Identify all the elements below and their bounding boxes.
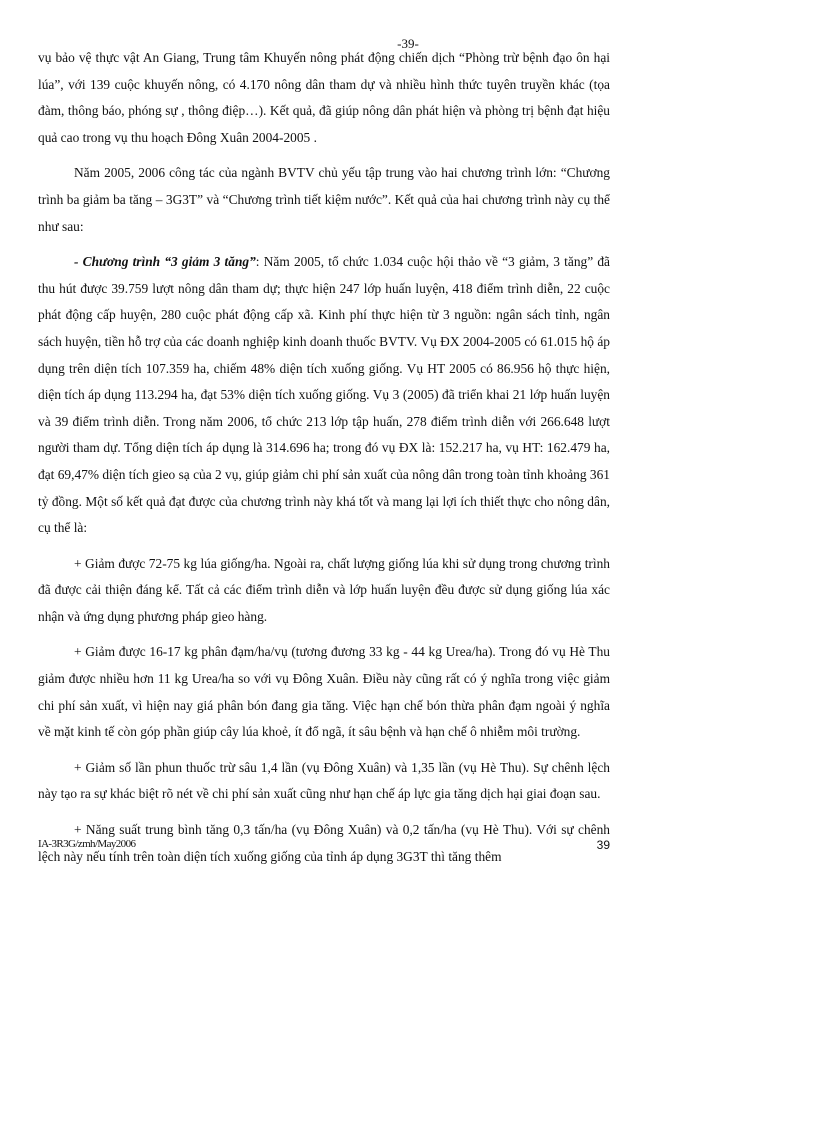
paragraph-7: + Năng suất trung bình tăng 0,3 tấn/ha (vụ Đông Xuân) và 0,2 tấn/ha (vụ Hè Thu). Với sự chênh lệch này nếu tính trên toàn diện tích xuống giống của tỉnh áp dụng 3G3T thì tăng thêm <box>38 822 610 864</box>
paragraph-3 <box>38 249 610 542</box>
page-header-number: -39- <box>397 36 419 51</box>
footer-page-number: 39 <box>596 838 610 852</box>
program-heading: - Chương trình “3 giảm 3 tăng” <box>74 254 256 270</box>
footer-doc-code: IA-3R3G/zmh/May2006 <box>38 838 136 850</box>
paragraph-6: + Giảm số lần phun thuốc trừ sâu 1,4 lần (vụ Đông Xuân) và 1,35 lần (vụ Hè Thu). Sự chênh lệch này tạo ra sự khác biệt rõ nét về chi phí sản xuất cũng như hạn chế áp lực gia tăng dịch hại giai đoạn sau. <box>38 759 610 802</box>
paragraph-5: + Giảm được 16-17 kg phân đạm/ha/vụ (tương đương 33 kg - 44 kg Urea/ha). Trong đó vụ Hè Thu giảm được nhiều hơn 11 kg Urea/ha so với vụ Đông Xuân. Điều này cũng rất có ý nghĩa trong việc giảm chi phí sản xuất, vì hiện nay giá phân bón đang gia tăng. Việc hạn chế bón thừa phân đạm ngoài ý nghĩa về mặt kinh tế còn góp phần giúp cây lúa khoẻ, ít đổ ngã, ít sâu bệnh và hạn chế ô nhiễm môi trường. <box>38 644 610 740</box>
paragraph-4: + Giảm được 72-75 kg lúa giống/ha. Ngoài ra, chất lượng giống lúa khi sử dụng trong chương trình đã được cải thiện đáng kể. Tất cả các điểm trình diễn và lớp huấn luyện đều được sử dụng giống lúa xác nhận và ứng dụng phương pháp gieo hàng. <box>38 555 610 624</box>
document-body <box>38 45 610 879</box>
paragraph-1: vụ bảo vệ thực vật An Giang, Trung tâm Khuyến nông phát động chiến dịch “Phòng trừ bệnh đạo ôn hại lúa”, với 139 cuộc khuyến nông, có 4.170 nông dân tham dự và nhiều hình thức tuyên truyền khác (tọa đàm, thông báo, phóng sự , thông điệp…). Kết quả, đã giúp nông dân phát hiện và phòng trị bệnh đạt hiệu quả cao trong vụ thu hoạch Đông Xuân 2004-2005 . <box>38 50 610 145</box>
paragraph-2: Năm 2005, 2006 công tác của ngành BVTV chủ yếu tập trung vào hai chương trình lớn: “Chương trình ba giảm ba tăng – 3G3T” và “Chương trình tiết kiệm nước”. Kết quả của hai chương trình này cụ thể như sau: <box>38 165 610 234</box>
paragraph-3-body: : Năm 2005, tổ chức 1.034 cuộc hội thảo về “3 giảm, 3 tăng” đã thu hút được 39.759 lượt nông dân tham dự; thực hiện 247 lớp huấn luyện, 418 điểm trình diễn, 22 cuộc phát động cấp huyện, 280 cuộc phát động cấp xã. Kinh phí thực hiện từ 3 nguồn: ngân sách tỉnh, ngân sách huyện, tiền hỗ trợ của các doanh nghiệp kinh doanh thuốc BVTV. Vụ ĐX 2004-2005 có 61.015 hộ áp dụng trên diện tích 107.359 ha, chiếm 48% diện tích xuống giống. Vụ HT 2005 có 86.956 hộ thực hiện, diện tích áp dụng 113.294 ha, đạt 53% diện tích xuống giống. Vụ 3 (2005) đã triển khai 21 lớp huấn luyện và 39 điểm trình diễn. Trong năm 2006, tổ chức 213 lớp tập huấn, 278 điểm trình diễn với 266.648 lượt người tham dự. Tổng diện tích áp dụng là 314.696 ha; trong đó vụ ĐX là: 152.217 ha, vụ HT: 162.479 ha, đạt 69,47% diện tích gieo sạ của 2 vụ, giúp giảm chi phí sản xuất của nông dân trong toàn tỉnh khoảng 361 tỷ đồng. Một số kết quả đạt được của chương trình này khá tốt và mang lại lợi ích thiết thực cho nông dân, cụ thể là: <box>38 254 611 536</box>
